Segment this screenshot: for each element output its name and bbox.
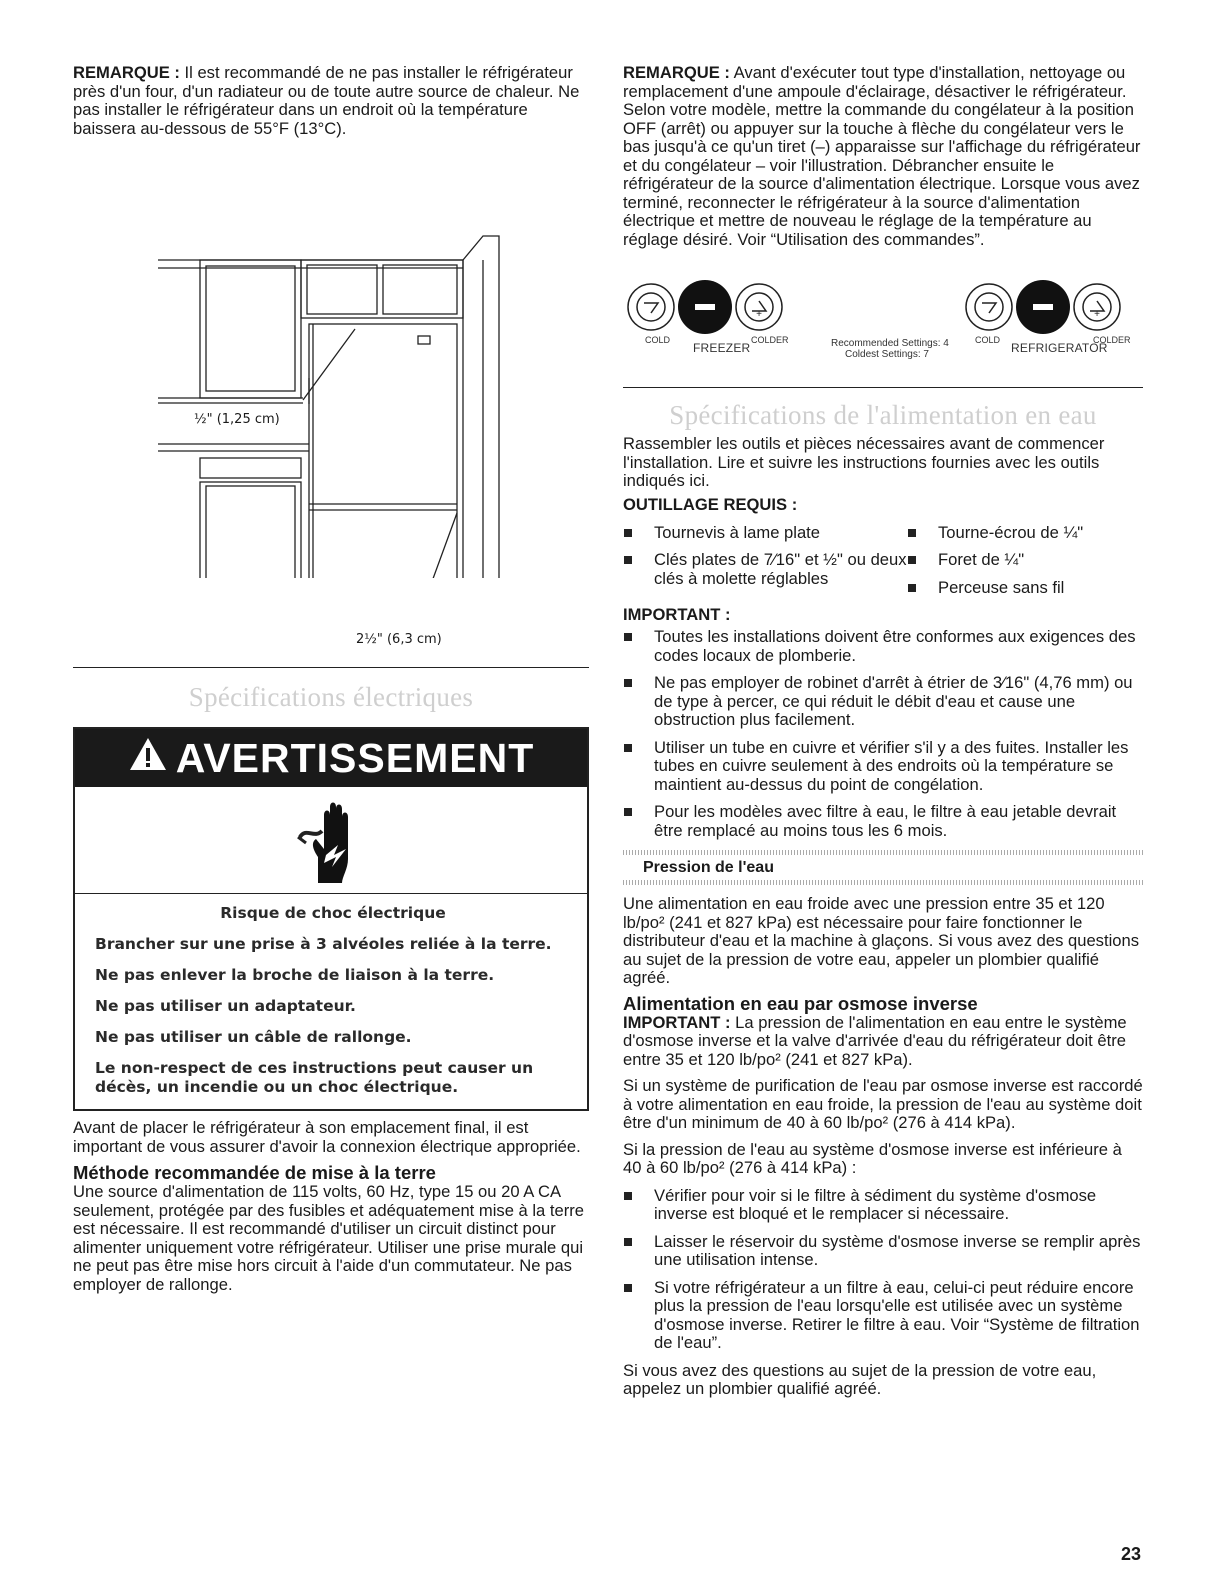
warning-header: AVERTISSEMENT (75, 729, 587, 787)
ground-text: Une source d'alimentation de 115 volts, 60 Hz, type 15 ou 20 A CA seulement, protégée par des fusibles et adéquatement mise à la terre est nécessaire. Il est recommandé d'utiliser un circuit distinct pour alimenter uniquement votre réfrigérateur. Utiliser une prise murale qui ne peut pas être mise hors circuit à l'aide d'un commutateur. Ne pas employer de rallonge. (73, 1182, 585, 1294)
electrical-title: Spécifications électriques (188, 682, 474, 712)
svg-text:+: + (1094, 309, 1100, 320)
right-note: REMARQUE : Avant d'exécuter tout type d'installation, nettoyage ou remplacement d'une ampoule d'éclairage, désactiver le réfrigérateur. Selon votre modèle, mettre la commande du congélateur à la position OFF (arrêt) ou appuyer sur la touche à flèche du congélateur vers le bas jusqu'à ce qu'un tiret (–) apparaisse sur l'affichage du réfrigérateur et du congélateur – voir l'illustration. Débrancher ensuite le réfrigérateur de la source d'alimentation électrique. Lorsque vous avez terminé, reconnecter le réfrigérateur à la source d'alimentation électrique et mettre de nouveau le réglage de la température au réglage désiré. Voir “Utilisation des commandes”. (623, 63, 1141, 249)
refrigerator-cold-button (966, 284, 1012, 330)
left-column (73, 64, 589, 1294)
ro-paragraph: Si la pression de l'eau au système d'osmose inverse est inférieure à 40 à 60 lb/po² (276 à 414 kPa) : (623, 1139, 1122, 1177)
right-column (623, 64, 1143, 1399)
electric-shock-icon (75, 787, 587, 894)
freezer-label: FREEZER (693, 341, 751, 355)
list-item: Perceuse sans fil (907, 579, 1083, 598)
list-item: Foret de ¼" (907, 551, 1083, 570)
dotted-divider (623, 880, 1143, 885)
ro-list (623, 1187, 1143, 1353)
tools-list-right (907, 515, 1083, 598)
page-number: 23 (1120, 1544, 1141, 1564)
coldest-settings: Coldest Settings: 7 (845, 349, 929, 360)
warning-text (75, 894, 587, 1109)
warning-line: Le non-respect de ces instructions peut causer un décès, un incendie ou un choc électrique. (95, 1059, 534, 1096)
water-title: Spécifications de l'alimentation en eau (669, 400, 1097, 430)
tools-list-left (623, 515, 907, 598)
important-list (623, 628, 1143, 840)
list-item: Tourne-écrou de ¼" (907, 524, 1083, 543)
section-divider (73, 667, 589, 668)
list-item: Ne pas employer de robinet d'arrêt à étrier de 3⁄16" (4,76 mm) ou de type à percer, ce qui réduit le débit d'eau et cause une obstruction plus facilement. (623, 674, 1143, 730)
ro-closing: Si vous avez des questions au sujet de la pression de votre eau, appelez un plombier qualifié agréé. (623, 1360, 1097, 1398)
tools-heading: OUTILLAGE REQUIS : (623, 494, 798, 514)
section-divider (623, 387, 1143, 388)
water-intro: Rassembler les outils et pièces nécessaires avant de commencer l'installation. Lire et suivre les instructions fournies avec les outils indiqués ici. (623, 434, 1105, 490)
tools-list (623, 515, 1143, 598)
left-intro: Avant de placer le réfrigérateur à son emplacement final, il est important de vous assurer d'avoir la connexion électrique appropriée. (73, 1118, 581, 1156)
ro-important: IMPORTANT : La pression de l'alimentation en eau entre le système d'osmose inverse et la valve d'arrivée d'eau du réfrigérateur doit être entre 35 et 120 lb/po² (241 et 827 kPa). (623, 1012, 1127, 1069)
list-item: Tournevis à lame plate (623, 524, 907, 543)
warning-line: Ne pas utiliser un câble de rallonge. (95, 1028, 412, 1046)
list-item: Vérifier pour voir si le filtre à sédiment du système d'osmose inverse est bloqué et le remplacer si nécessaire. (623, 1187, 1143, 1224)
warning-line: Ne pas utiliser un adaptateur. (95, 997, 356, 1015)
refrigerator-colder-button (1074, 284, 1120, 330)
refrigerator-cold-label: COLD (975, 335, 1001, 345)
refrigerator-colder-label: COLDER (1093, 335, 1131, 345)
cabinet-illustration (73, 138, 589, 647)
warning-line: Risque de choc électrique (220, 904, 446, 922)
pressure-text: Une alimentation en eau froide avec une pression entre 35 et 120 lb/po² (241 et 827 kPa) est nécessaire pour faire fonctionner le distributeur d'eau et la machine à glaçons. Si vous avez des questions au sujet de la pression de votre eau, appeler un plombier qualifié agréé. (623, 894, 1140, 987)
warning-box (73, 727, 589, 1111)
refrigerator-label: REFRIGERATOR (1011, 341, 1108, 355)
list-item: Clés plates de 7⁄16" et ½" ou deux clés à molette réglables (623, 551, 907, 588)
cabinet-drawing (73, 138, 589, 578)
freezer-colder-button (736, 284, 782, 330)
list-item: Si votre réfrigérateur a un filtre à eau, celui-ci peut réduire encore plus la pression de l'eau lorsqu'elle est utilisée avec un système d'osmose inverse. Retirer le filtre à eau. Voir “Système de filtration de l'eau”. (623, 1279, 1143, 1353)
pressure-heading: Pression de l'eau (643, 859, 774, 876)
list-item: Laisser le réservoir du système d'osmose inverse se remplir après une utilisation intense. (623, 1233, 1143, 1270)
important-heading: IMPORTANT : (623, 605, 731, 624)
dimension-label-bottom: 2½" (6,3 cm) (356, 632, 442, 647)
ro-heading: Alimentation en eau par osmose inverse (623, 992, 978, 1014)
list-item: Toutes les installations doivent être conformes aux exigences des codes locaux de plomberie. (623, 628, 1143, 665)
warning-triangle-icon (128, 735, 168, 782)
freezer-cold-button (628, 284, 674, 330)
ground-heading: Méthode recommandée de mise à la terre (73, 1162, 436, 1183)
dimension-label-top: ½" (1,25 cm) (194, 412, 280, 427)
control-panel-illustration (623, 249, 1143, 379)
freezer-colder-label: COLDER (751, 335, 789, 345)
svg-text:+: + (756, 309, 762, 320)
left-note: REMARQUE : Il est recommandé de ne pas installer le réfrigérateur près d'un four, d'un radiateur ou de toute autre source de chaleur. Ne pas installer le réfrigérateur dans un endroit où la température baissera au-dessous de 55°F (13°C). (73, 63, 580, 138)
warning-line: Brancher sur une prise à 3 alvéoles reliée à la terre. (95, 935, 552, 953)
ro-paragraph: Si un système de purification de l'eau par osmose inverse est raccordé à votre alimentation en eau froide, la pression de l'eau au système doit être d'un minimum de 40 à 60 lb/po² (276 à 414 kPa). (623, 1076, 1143, 1132)
freezer-cold-label: COLD (645, 335, 671, 345)
list-item: Pour les modèles avec filtre à eau, le filtre à eau jetable devrait être remplacé au moins tous les 6 mois. (623, 803, 1143, 840)
recommended-settings: Recommended Settings: 4 (831, 338, 949, 349)
list-item: Utiliser un tube en cuivre et vérifier s'il y a des fuites. Installer les tubes en cuivre seulement à des endroits où la température se maintient au-dessus du point de congélation. (623, 739, 1143, 795)
warning-line: Ne pas enlever la broche de liaison à la terre. (95, 966, 495, 984)
